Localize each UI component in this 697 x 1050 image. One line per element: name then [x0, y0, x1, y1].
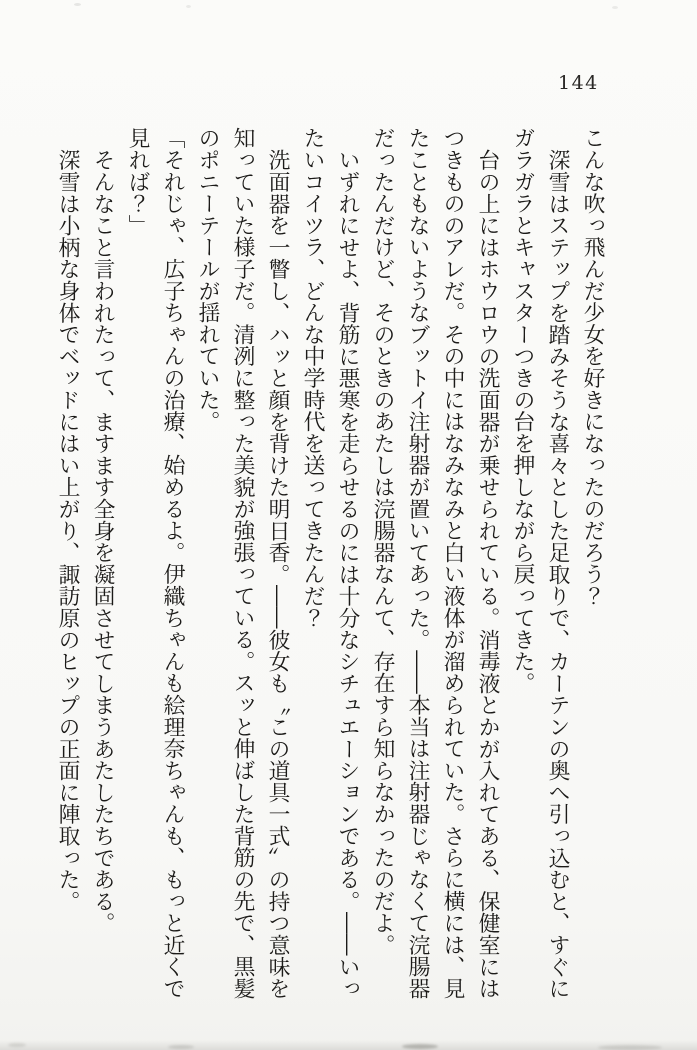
paragraph: 深雪はステップを踏みそうな喜々とした足取りで、カーテンの奥へ引っ込むと、すぐにガラガラとキャスターつきの台を押しながら戻ってきた。: [510, 127, 570, 999]
paragraph: 「それじゃ、広子ちゃんの治療、始めるよ。伊織ちゃんも絵理奈ちゃんも、もっと近くで見れば？」: [125, 127, 185, 999]
scan-smudge: [598, 1045, 662, 1050]
paragraph: 深雪は小柄な身体でベッドにはい上がり、諏訪原のヒップの正面に陣取った。: [55, 148, 80, 912]
paragraph: そんなこと言われたって、ますます全身を凝固させてしまうあたしたちである。: [90, 148, 115, 934]
paragraph: いずれにせよ、背筋に悪寒を走らせるのには十分なシチュエーションである。――いったいコイツラ、どんな中学時代を送ってきたんだ？: [300, 127, 360, 999]
page-number: 144: [558, 72, 599, 94]
scan-smudge: [168, 1045, 194, 1049]
paragraph: こんな吹っ飛んだ少女を好きになったのだろう？: [580, 127, 605, 607]
paragraph: 台の上にはホウロウの洗面器が乗せられている。消毒液とかが入れてある、保健室にはつきもののアレだ。その中にはなみなみと白い液体が溜められていた。さらに横には、見たこともないようなブットイ注射器が置いてあった。――本当は注射器じゃなくて浣腸器だったんだけど、そのときのあたしは浣腸器なんて、存在すら知らなかったのだよ。: [370, 127, 500, 999]
body-text: [50, 127, 610, 999]
scan-speck: [186, 5, 191, 8]
paragraph: 洗面器を一瞥し、ハッと顔を背けた明日香。――彼女も〝この道具一式〟の持つ意味を知っていた様子だ。清冽に整った美貌が強張っている。スッと伸ばした背筋の先で、黒髪のポニーテールが揺れていた。: [195, 127, 290, 999]
scan-speck: [612, 6, 618, 9]
scan-smudge: [8, 1043, 26, 1047]
scan-smudge: [402, 1044, 438, 1049]
scan-speck: [74, 3, 81, 6]
scan-edge-shadow: [0, 1040, 697, 1050]
